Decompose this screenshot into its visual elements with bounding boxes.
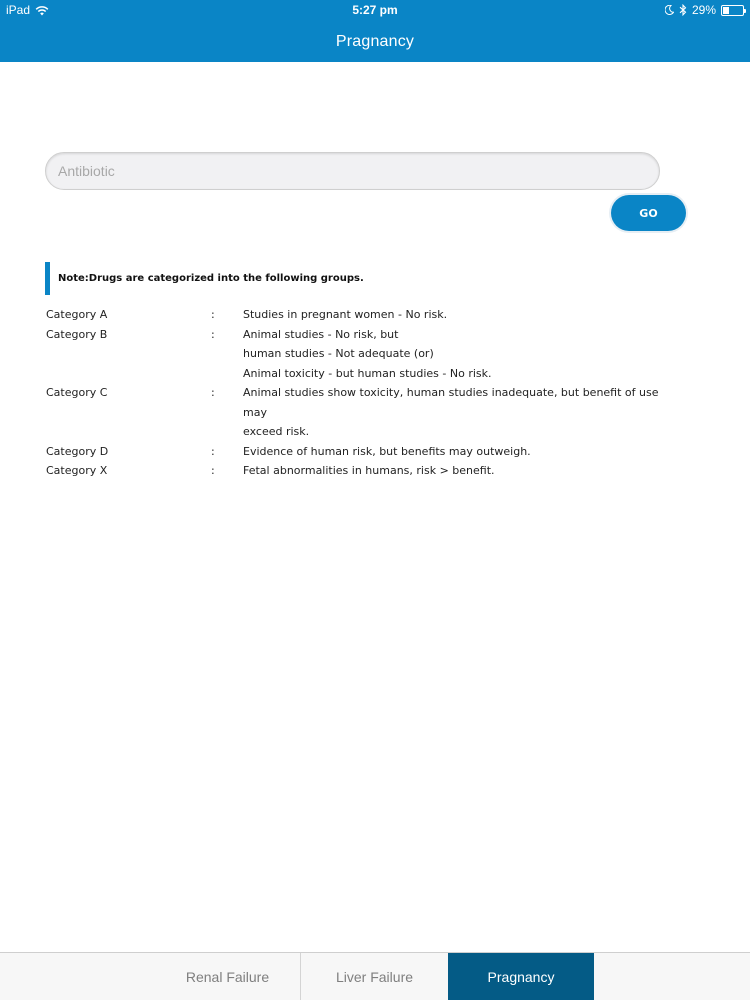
- tab-liver-failure[interactable]: Liver Failure: [300, 953, 448, 1000]
- category-description: Studies in pregnant women - No risk.: [243, 308, 448, 321]
- category-separator: :: [211, 327, 215, 341]
- battery-icon: [721, 5, 744, 16]
- category-name: Category D: [46, 444, 109, 458]
- category-name: Category A: [46, 308, 108, 321]
- status-right: [665, 3, 744, 17]
- category-row: [46, 344, 696, 364]
- category-row: [46, 305, 696, 325]
- category-description: Evidence of human risk, but benefits may outweigh.: [243, 444, 531, 458]
- category-description: Animal studies - No risk, but: [243, 327, 399, 341]
- moon-icon: [665, 5, 674, 15]
- search-input[interactable]: [45, 152, 660, 190]
- category-separator: :: [211, 444, 215, 458]
- status-bar: [0, 0, 750, 22]
- category-row: [46, 461, 696, 481]
- category-separator: :: [211, 308, 215, 321]
- go-button[interactable]: GO: [611, 195, 686, 231]
- category-row: [46, 422, 696, 442]
- bluetooth-icon: [679, 4, 687, 16]
- category-name: [46, 364, 211, 384]
- battery-percent: 29%: [691, 3, 716, 17]
- tab-pregnancy[interactable]: Pragnancy: [448, 953, 594, 1000]
- category-separator: :: [211, 464, 215, 477]
- category-separator: [211, 344, 243, 364]
- category-row: [46, 442, 696, 462]
- category-name: [46, 422, 211, 442]
- category-description: Fetal abnormalities in humans, risk > benefit.: [243, 464, 495, 477]
- category-separator: [211, 364, 243, 384]
- battery-fill: [723, 7, 729, 14]
- category-row: [46, 325, 696, 345]
- device-name: iPad: [6, 3, 31, 17]
- nav-bar: [0, 22, 750, 62]
- note-text: Note:Drugs are categorized into the following groups.: [58, 273, 364, 284]
- category-name: Category X: [46, 464, 108, 477]
- category-description: Animal studies show toxicity, human studies inadequate, but benefit of use may: [243, 386, 659, 419]
- category-name: Category B: [46, 327, 108, 341]
- category-row: [46, 364, 696, 384]
- category-name: [46, 344, 211, 364]
- status-time: 5:27 pm: [352, 3, 398, 17]
- category-name: Category C: [46, 386, 108, 399]
- page-title: Pragnancy: [335, 33, 415, 50]
- category-description: Animal toxicity - but human studies - No risk.: [243, 366, 492, 380]
- category-separator: [211, 422, 243, 442]
- tab-bar: [0, 952, 750, 1000]
- category-row: [46, 383, 696, 422]
- category-separator: :: [211, 386, 215, 399]
- category-list: [46, 305, 696, 481]
- category-description: exceed risk.: [243, 425, 310, 438]
- category-description: human studies - Not adequate (or): [243, 347, 434, 360]
- note-box: [45, 262, 545, 295]
- tab-renal-failure[interactable]: Renal Failure: [185, 969, 270, 985]
- header: [0, 0, 750, 62]
